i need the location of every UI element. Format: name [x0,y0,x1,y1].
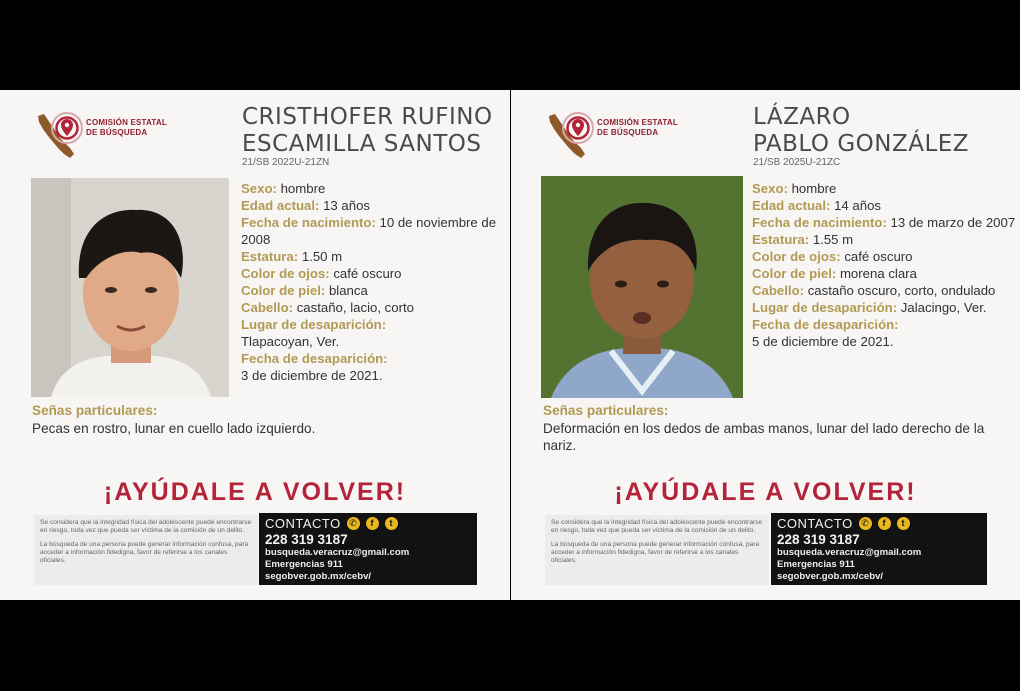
org-name-line1: COMISIÓN ESTATAL [597,118,678,127]
whatsapp-icon[interactable]: ✆ [859,517,872,530]
person-details [241,180,510,384]
value-piel: morena clara [839,266,917,281]
cta-heading: ¡AYÚDALE A VOLVER! [103,478,407,506]
value-sexo: hombre [791,181,837,196]
name-line1: LÁZARO [753,104,851,130]
name-line2: PABLO GONZÁLEZ [753,131,970,157]
disclaimer-p2: La búsqueda de una persona puede generar información confusa, para acceder a información fidedigna, favor de referirse a los canales oficiales. [551,541,760,564]
disclaimer-p1: Se considera que la integridad física del adolescente puede encontrarse en riesgo, toda vez que pueda ser víctima de la comisión de un delito. [551,519,763,534]
missing-person-poster-2 [511,90,1020,600]
label-nacimiento: Fecha de nacimiento: [752,215,887,230]
contact-box [259,513,477,585]
person-photo [31,178,229,397]
twitter-icon[interactable]: t [897,517,910,530]
contact-web[interactable]: segobver.gob.mx/cebv/ [265,571,372,582]
value-senas: Pecas en rostro, lunar en cuello lado izquierdo. [32,420,316,436]
logo [34,108,184,164]
value-piel: blanca [328,283,368,298]
disclaimer-p2: La búsqueda de una persona puede generar información confusa, para acceder a información fidedigna, favor de referirse a los canales oficiales. [40,541,249,564]
label-sexo: Sexo: [241,181,277,196]
value-edad: 13 años [323,198,371,213]
value-nacimiento: 10 de noviembre de 2008 [241,215,497,247]
distinguishing-marks [543,402,1013,455]
value-lugar: Tlapacoyan, Ver. [241,334,340,349]
contact-email[interactable]: busqueda.veracruz@gmail.com [777,547,922,558]
org-name-line1: COMISIÓN ESTATAL [86,118,167,127]
contact-title: CONTACTO [777,516,853,531]
label-estatura: Estatura: [752,232,810,247]
cta-heading: ¡AYÚDALE A VOLVER! [614,478,917,506]
veracruz-map-pin-icon [34,108,86,164]
facebook-icon[interactable]: f [366,517,379,530]
label-fecha-desaparicion: Fecha de desaparición: [241,351,388,366]
facebook-icon[interactable]: f [878,517,891,530]
missing-person-poster-1 [0,90,510,600]
label-senas: Señas particulares: [543,403,669,418]
disclaimer [545,515,769,585]
label-ojos: Color de ojos: [241,266,330,281]
org-name [86,118,186,138]
value-sexo: hombre [280,181,326,196]
veracruz-map-pin-icon [545,108,597,164]
label-senas: Señas particulares: [32,403,158,418]
contact-phone[interactable]: 228 319 3187 [777,532,860,547]
value-fecha-desaparicion: 3 de diciembre de 2021. [241,368,383,383]
label-estatura: Estatura: [241,249,299,264]
disclaimer [34,515,258,585]
value-edad: 14 años [834,198,882,213]
disclaimer-p1: Se considera que la integridad física del adolescente puede encontrarse en riesgo, toda vez que pueda ser víctima de la comisión de un delito. [40,519,252,534]
person-photo [541,176,743,398]
case-folio: 21/SB 2022U-21ZN [242,157,330,168]
value-senas: Deformación en los dedos de ambas manos, lunar del lado derecho de la nariz. [543,420,985,453]
value-cabello: castaño, lacio, corto [296,300,414,315]
person-name [242,104,510,158]
value-estatura: 1.55 m [812,232,854,247]
name-line1: CRISTHOFER RUFINO [242,104,493,130]
label-lugar: Lugar de desaparición: [241,317,387,332]
org-name-line2: DE BÚSQUEDA [597,128,659,137]
contact-box [771,513,987,585]
value-nacimiento: 13 de marzo de 2007 [890,215,1016,230]
contact-emergency: Emergencias 911 [265,559,343,570]
value-estatura: 1.50 m [301,249,343,264]
person-name [753,104,1020,158]
label-ojos: Color de ojos: [752,249,841,264]
value-ojos: café oscuro [333,266,402,281]
org-name-line2: DE BÚSQUEDA [86,128,148,137]
value-lugar: Jalacingo, Ver. [900,300,987,315]
label-piel: Color de piel: [752,266,837,281]
label-fecha-desaparicion: Fecha de desaparición: [752,317,899,332]
contact-emergency: Emergencias 911 [777,559,855,570]
label-piel: Color de piel: [241,283,326,298]
value-cabello: castaño oscuro, corto, ondulado [807,283,996,298]
twitter-icon[interactable]: t [385,517,398,530]
value-ojos: café oscuro [844,249,913,264]
label-edad: Edad actual: [241,198,320,213]
logo [545,108,695,164]
person-details [752,180,1020,350]
label-edad: Edad actual: [752,198,831,213]
contact-phone[interactable]: 228 319 3187 [265,532,348,547]
label-cabello: Cabello: [241,300,294,315]
contact-web[interactable]: segobver.gob.mx/cebv/ [777,571,884,582]
label-cabello: Cabello: [752,283,805,298]
distinguishing-marks [32,402,502,437]
contact-email[interactable]: busqueda.veracruz@gmail.com [265,547,410,558]
whatsapp-icon[interactable]: ✆ [347,517,360,530]
label-lugar: Lugar de desaparición: [752,300,898,315]
case-folio: 21/SB 2025U-21ZC [753,157,841,168]
value-fecha-desaparicion: 5 de diciembre de 2021. [752,334,894,349]
label-sexo: Sexo: [752,181,788,196]
contact-title: CONTACTO [265,516,341,531]
label-nacimiento: Fecha de nacimiento: [241,215,376,230]
org-name [597,118,697,138]
name-line2: ESCAMILLA SANTOS [242,131,482,157]
